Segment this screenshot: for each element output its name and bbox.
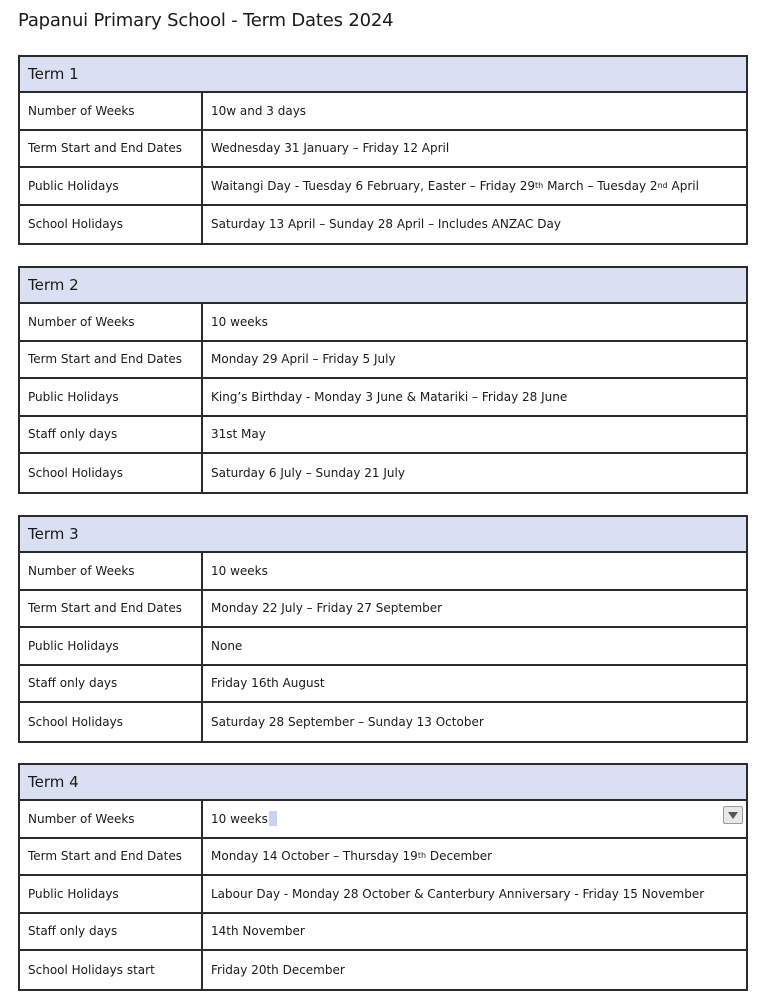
row-label: School Holidays start	[20, 951, 203, 989]
row-label: Public Holidays	[20, 379, 203, 415]
row-value[interactable]: Monday 29 April – Friday 5 July	[211, 352, 396, 367]
row-value[interactable]: Saturday 6 July – Sunday 21 July	[211, 465, 405, 480]
row-value[interactable]: 14th November	[211, 924, 305, 939]
table-row	[20, 342, 746, 380]
term-1-table	[18, 55, 748, 245]
row-value[interactable]: Friday 16th August	[211, 676, 325, 691]
table-row	[20, 703, 746, 741]
row-value[interactable]	[203, 801, 746, 837]
row-value[interactable]: King’s Birthday - Monday 3 June & Matariki – Friday 28 June	[211, 389, 568, 404]
table-row	[20, 628, 746, 666]
row-value[interactable]: Saturday 13 April – Sunday 28 April – Includes ANZAC Day	[211, 217, 561, 232]
value-text: Waitangi Day - Tuesday 6 February, Easter – Friday 29	[211, 178, 536, 193]
row-label: Staff only days	[20, 417, 203, 453]
row-label: Number of Weeks	[20, 93, 203, 129]
value-text: March – Tuesday 2	[543, 178, 658, 193]
row-value[interactable]: Saturday 28 September – Sunday 13 October	[211, 714, 484, 729]
row-label: Public Holidays	[20, 628, 203, 664]
row-label: Term Start and End Dates	[20, 342, 203, 378]
row-value[interactable]: 10w and 3 days	[211, 103, 307, 118]
value-text: Monday 14 October – Thursday 19	[211, 849, 418, 864]
term-heading: Term 2	[20, 268, 746, 304]
term-heading: Term 3	[20, 517, 746, 553]
chevron-down-icon[interactable]	[723, 806, 743, 824]
table-row	[20, 379, 746, 417]
row-label: Public Holidays	[20, 876, 203, 912]
table-row	[20, 131, 746, 169]
table-row	[20, 304, 746, 342]
table-row	[20, 591, 746, 629]
value-text: April	[667, 178, 699, 193]
value-text: December	[426, 849, 493, 864]
table-row	[20, 417, 746, 455]
row-label: Staff only days	[20, 666, 203, 702]
table-row	[20, 93, 746, 131]
row-value[interactable]: 10 weeks	[211, 563, 268, 578]
row-value[interactable]: Waitangi Day - Tuesday 6 February, Easter – Friday 29 th March – Tuesday 2 nd April	[211, 178, 699, 193]
row-label: Number of Weeks	[20, 801, 203, 837]
table-row	[20, 666, 746, 704]
text-cursor-highlight	[269, 811, 277, 826]
table-row	[20, 876, 746, 914]
row-value[interactable]: None	[211, 638, 243, 653]
table-row	[20, 454, 746, 492]
row-value[interactable]: 10 weeks	[211, 314, 268, 329]
row-label: School Holidays	[20, 703, 203, 741]
table-row	[20, 206, 746, 244]
row-value[interactable]: Labour Day - Monday 28 October & Canterbury Anniversary - Friday 15 November	[211, 886, 705, 901]
row-label: Term Start and End Dates	[20, 591, 203, 627]
row-label: Term Start and End Dates	[20, 839, 203, 875]
row-label: School Holidays	[20, 454, 203, 492]
term-2-table	[18, 266, 748, 494]
value-text: 10 weeks	[211, 811, 268, 826]
row-value[interactable]: Monday 22 July – Friday 27 September	[211, 601, 443, 616]
table-row	[20, 801, 746, 839]
term-heading: Term 1	[20, 57, 746, 93]
table-row	[20, 168, 746, 206]
row-value[interactable]: 31st May	[211, 427, 266, 442]
row-label: Number of Weeks	[20, 553, 203, 589]
row-label: Public Holidays	[20, 168, 203, 204]
table-row	[20, 839, 746, 877]
page-title: Papanui Primary School - Term Dates 2024	[18, 10, 394, 31]
row-label: Number of Weeks	[20, 304, 203, 340]
term-heading: Term 4	[20, 765, 746, 801]
row-label: Staff only days	[20, 914, 203, 950]
row-value[interactable]: Wednesday 31 January – Friday 12 April	[211, 141, 450, 156]
row-label: School Holidays	[20, 206, 203, 244]
table-row	[20, 951, 746, 989]
row-value[interactable]: Friday 20th December	[211, 962, 345, 977]
term-4-table	[18, 763, 748, 991]
table-row	[20, 914, 746, 952]
row-label: Term Start and End Dates	[20, 131, 203, 167]
row-value[interactable]: Monday 14 October – Thursday 19 th December	[211, 849, 493, 864]
term-3-table	[18, 515, 748, 743]
table-row	[20, 553, 746, 591]
